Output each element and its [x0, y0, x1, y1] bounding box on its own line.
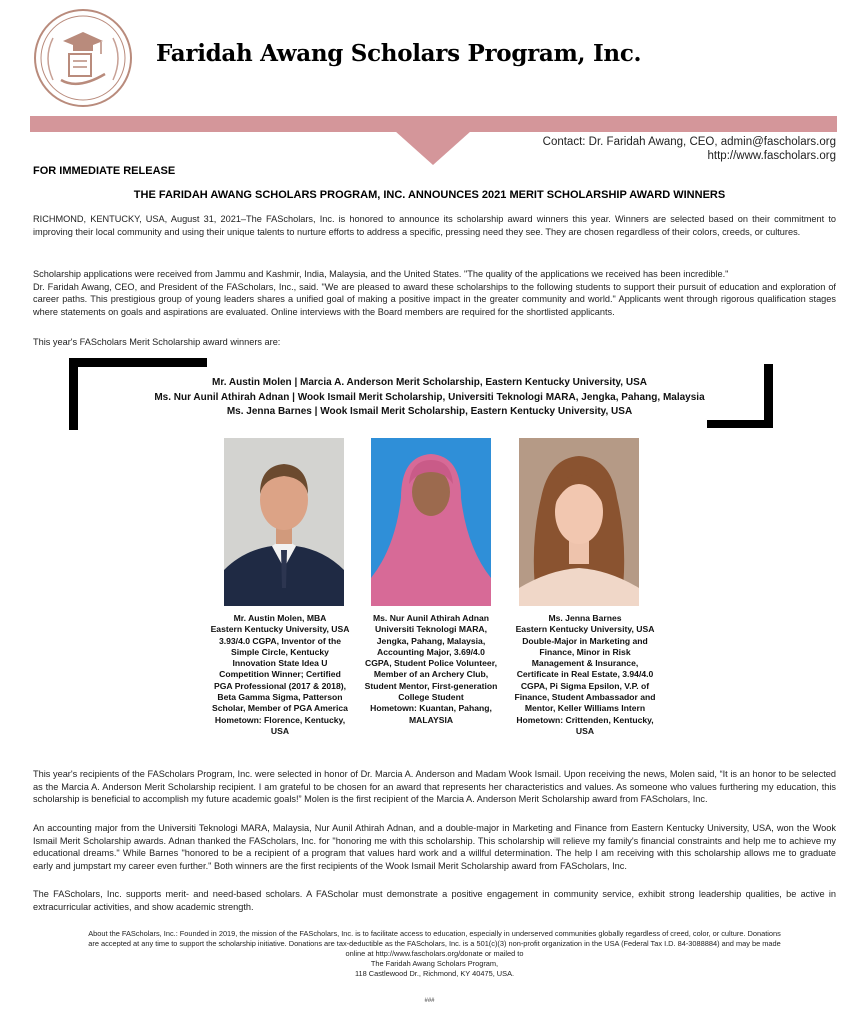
release-label: FOR IMMEDIATE RELEASE — [33, 165, 176, 177]
website-link[interactable]: http://www.fascholars.org — [707, 150, 836, 162]
photo-jenna-barnes — [519, 438, 639, 606]
header-band — [30, 116, 837, 132]
paragraph-adnan-barnes: An accounting major from the Universiti Teknologi MARA, Malaysia, Nur Aunil Athirah Adnan, and a double-major in Marketing and Finance from Eastern Kentucky University, USA, won the Wook Ismail Merit Scholarship awards. Adnan thanked the FAScholars, Inc. for "honoring me with this scholarship. This scholarship will relieve my family's financial constraints and help me to achieve my educational dreams." While Barnes "honored to be a recipient of a program that values hard work and a willful determination. The help I am receiving with this scholarship allows me to graduate early and jumpstart my career even further." Both winners are the first recipients of the Wook Ismail Merit Scholarship award from FAScholars, Inc. — [33, 823, 836, 871]
photo-austin-molen — [224, 438, 344, 606]
bracket-top — [69, 358, 207, 367]
winner-line: Ms. Nur Aunil Athirah Adnan | Wook Ismail Merit Scholarship, Universiti Teknologi MARA, Jengka, Pahang, Malaysia — [154, 391, 705, 403]
organization-name: Faridah Awang Scholars Program, Inc. — [156, 40, 642, 67]
headline: THE FARIDAH AWANG SCHOLARS PROGRAM, INC. ANNOUNCES 2021 MERIT SCHOLARSHIP AWARD WINNERS — [133, 189, 726, 201]
caption-jenna-barnes: Ms. Jenna Barnes Eastern Kentucky University, USA Double-Major in Marketing and Finance, Minor in Risk Management & Insurance, Certificate in Real Estate, 3.94/4.0 CGPA, Pi Sigma Epsilon, V.P. of Finance, Student Ambassador and Mentor, Keller Williams Intern Hometown: Crittenden, Kentucky, USA — [514, 613, 656, 736]
header-band-pointer — [395, 131, 471, 165]
bracket-bottom — [707, 420, 773, 428]
about-section: About the FAScholars, Inc.: Founded in 2019, the mission of the FAScholars, Inc. is to facilitate access to education, especially in underserved communities globally regardless of creed, color, or culture. Donations are accepted at any time to support the scholarship initiative. Donations are tax-deductible as the FAScholars, Inc. is a 501(c)(3) non-profit organization in the USA (Federal Tax I.D. 84-3088884) and may be made online at http://www.fascholars.org/donate or mailed to The Faridah Awang Scholars Program, 118 Castlewood Dr., Richmond, KY 40475, USA. — [33, 929, 836, 979]
winner-line: Ms. Jenna Barnes | Wook Ismail Merit Scholarship, Eastern Kentucky University, USA — [226, 406, 633, 417]
donate-link-line[interactable]: online at http://www.fascholars.org/donate or mailed to — [345, 949, 524, 958]
caption-nur-aunil-athirah-adnan: Ms. Nur Aunil Athirah Adnan Universiti Teknologi MARA, Jengka, Pahang, Malaysia, Accounting Major, 3.69/4.0 CGPA, Student Police Volunteer, Member of an Archery Club, Student Mentor, First-generation College Student Hometown: Kuantan, Pahang, MALAYSIA — [364, 613, 498, 725]
contact-line: Contact: Dr. Faridah Awang, CEO, admin@fascholars.org — [542, 136, 836, 148]
photo-nur-aunil-athirah-adnan — [371, 438, 491, 606]
winners-list — [0, 376, 859, 420]
paragraph-winners-intro: This year's FAScholars Merit Scholarship award winners are: — [33, 337, 281, 347]
paragraph-applications: Scholarship applications were received from Jammu and Kashmir, India, Malaysia, and the United States. "The quality of the applications we received has been incredible." Dr. Faridah Awang, CEO, and President of the FAScholars, Inc., said. "We are pleased to award these scholarships to the following students to support their pursuit of education and exploration of career paths. This prestigious group of young leaders shares a unified goal of making a positive impact in the greater community and world." Applicants went through rigorous qualification stages where statements on goals and aspirations are evaluated. Online interviews with the Board members are required for the shortlisted applicants. — [33, 269, 836, 317]
organization-logo — [33, 8, 133, 108]
end-mark: ### — [424, 998, 435, 1004]
caption-austin-molen: Mr. Austin Molen, MBA Eastern Kentucky University, USA 3.93/4.0 CGPA, Inventor of the Simple Circle, Kentucky Innovation State Idea U Competition Winner; Certified PGA Professional (2017 & 2018), Beta Gamma Sigma, Patterson Scholar, Member of PGA America Hometown: Florence, Kentucky, USA — [210, 613, 350, 736]
paragraph-supports: The FAScholars, Inc. supports merit- and need-based scholars. A FAScholar must demonstrate a positive engagement in community service, exhibit strong leadership qualities, be active in extracurricular activities, and show academic strength. — [33, 889, 836, 912]
paragraph-molen-quote: This year's recipients of the FAScholars Program, Inc. were selected in honor of Dr. Marcia A. Anderson and Madam Wook Ismail. Upon receiving the news, Molen said, “It is an honor to be selected as the Marcia A. Anderson Merit Scholarship recipient. I am grateful to be chosen for an award that represents her characteristics and values. As someone who values furthering my education, this scholarship is beneficial to accomplish my future academic goals!” Molen is the first recipient of the Marcia A. Anderson Merit Scholarship award from FAScholars, Inc. — [33, 769, 836, 805]
paragraph-intro: RICHMOND, KENTUCKY, USA, August 31, 2021–The FAScholars, Inc. is honored to announce its scholarship award winners this year. Winners are selected based on their commitment to improving their local community and using their unique talents to nurture efforts to address a specific, pressing need they see. They are chosen regardless of their colors, creeds, or cultures. — [33, 214, 836, 237]
winner-line: Mr. Austin Molen | Marcia A. Anderson Merit Scholarship, Eastern Kentucky University, USA — [212, 377, 647, 388]
contact-block — [543, 135, 836, 163]
